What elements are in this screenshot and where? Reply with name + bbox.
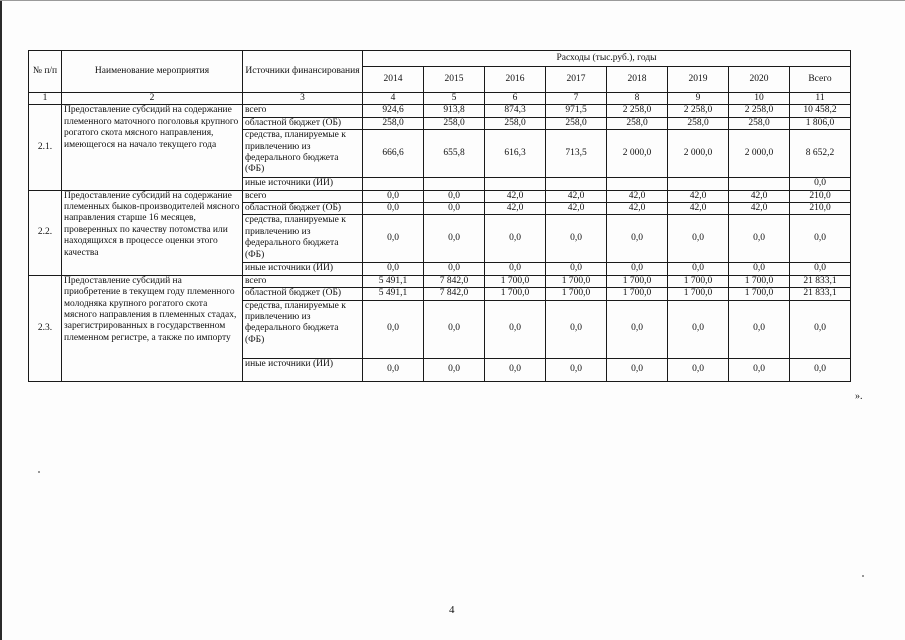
total-cell: 8 652,2 xyxy=(790,130,851,178)
value-cell: 0,0 xyxy=(424,215,485,263)
value-cell: 7 842,0 xyxy=(424,288,485,300)
value-cell: 0,0 xyxy=(424,300,485,358)
value-cell: 1 700,0 xyxy=(607,288,668,300)
header-total: Всего xyxy=(790,67,851,93)
column-index: 10 xyxy=(729,93,790,105)
value-cell: 42,0 xyxy=(729,203,790,215)
source-cell: иные источники (ИИ) xyxy=(243,263,363,275)
value-cell: 0,0 xyxy=(363,263,424,275)
value-cell: 0,0 xyxy=(668,300,729,358)
total-cell: 0,0 xyxy=(790,263,851,275)
value-cell: 5 491,1 xyxy=(363,275,424,287)
value-cell: 0,0 xyxy=(424,263,485,275)
column-index: 6 xyxy=(485,93,546,105)
value-cell: 2 258,0 xyxy=(729,105,790,117)
budget-table xyxy=(28,50,851,382)
total-cell: 210,0 xyxy=(790,203,851,215)
value-cell: 42,0 xyxy=(546,203,607,215)
value-cell: 0,0 xyxy=(363,190,424,202)
value-cell: 655,8 xyxy=(424,130,485,178)
column-index: 4 xyxy=(363,93,424,105)
header-year: 2019 xyxy=(668,67,729,93)
value-cell: 1 700,0 xyxy=(485,288,546,300)
value-cell: 258,0 xyxy=(729,117,790,129)
value-cell: 0,0 xyxy=(424,203,485,215)
total-cell: 0,0 xyxy=(790,300,851,358)
column-index: 7 xyxy=(546,93,607,105)
value-cell xyxy=(363,178,424,190)
source-cell: средства, планируемые к привлечению из федерального бюджета (ФБ) xyxy=(243,130,363,178)
value-cell: 42,0 xyxy=(729,190,790,202)
value-cell: 0,0 xyxy=(424,190,485,202)
header-source: Источники финансирования xyxy=(243,51,363,93)
value-cell: 0,0 xyxy=(485,358,546,381)
value-cell xyxy=(668,178,729,190)
value-cell: 1 700,0 xyxy=(668,275,729,287)
table-row xyxy=(29,275,851,287)
header-name: Наименование мероприятия xyxy=(62,51,243,93)
value-cell: 42,0 xyxy=(485,190,546,202)
column-index: 3 xyxy=(243,93,363,105)
scan-edge-left xyxy=(0,0,2,640)
value-cell: 258,0 xyxy=(485,117,546,129)
source-cell: областной бюджет (ОБ) xyxy=(243,288,363,300)
scan-edge-top xyxy=(0,0,905,1)
value-cell: 2 258,0 xyxy=(668,105,729,117)
value-cell: 2 000,0 xyxy=(607,130,668,178)
total-cell: 1 806,0 xyxy=(790,117,851,129)
measure-name: Предоставление субсидий на приобретение в текущем году племенного молодняка крупного рогатого скота мясного направления в племенных стадах, зарегистрированных в государственном племенном регистре, а также по импорту xyxy=(62,275,243,381)
value-cell: 0,0 xyxy=(485,215,546,263)
value-cell: 0,0 xyxy=(729,300,790,358)
column-index: 8 xyxy=(607,93,668,105)
value-cell: 1 700,0 xyxy=(485,275,546,287)
value-cell: 42,0 xyxy=(607,203,668,215)
value-cell: 0,0 xyxy=(607,358,668,381)
scan-speck xyxy=(38,471,40,473)
value-cell: 0,0 xyxy=(607,215,668,263)
value-cell: 874,3 xyxy=(485,105,546,117)
value-cell xyxy=(607,178,668,190)
value-cell: 0,0 xyxy=(668,215,729,263)
value-cell: 42,0 xyxy=(668,203,729,215)
header-year: 2020 xyxy=(729,67,790,93)
value-cell: 1 700,0 xyxy=(546,288,607,300)
source-cell: средства, планируемые к привлечению из федерального бюджета (ФБ) xyxy=(243,215,363,263)
total-cell: 0,0 xyxy=(790,178,851,190)
header-expenses: Расходы (тыс.руб.), годы xyxy=(363,51,851,67)
total-cell: 0,0 xyxy=(790,358,851,381)
value-cell: 1 700,0 xyxy=(607,275,668,287)
value-cell: 0,0 xyxy=(729,263,790,275)
measure-number: 2.1. xyxy=(29,105,62,190)
measure-name: Предоставление субсидий на содержание племенного маточного поголовья крупного рогатого скота мясного направления, имеющегося на начало текущего года xyxy=(62,105,243,190)
scan-speck xyxy=(862,575,864,577)
value-cell xyxy=(729,178,790,190)
value-cell: 1 700,0 xyxy=(668,288,729,300)
source-cell: средства, планируемые к привлечению из федерального бюджета (ФБ) xyxy=(243,300,363,358)
value-cell xyxy=(424,178,485,190)
source-cell: всего xyxy=(243,105,363,117)
value-cell: 7 842,0 xyxy=(424,275,485,287)
value-cell: 0,0 xyxy=(363,203,424,215)
header-year: 2014 xyxy=(363,67,424,93)
value-cell: 0,0 xyxy=(363,215,424,263)
value-cell: 0,0 xyxy=(485,263,546,275)
value-cell: 0,0 xyxy=(546,358,607,381)
page-number: 4 xyxy=(449,604,455,616)
value-cell: 258,0 xyxy=(424,117,485,129)
column-index: 5 xyxy=(424,93,485,105)
source-cell: всего xyxy=(243,190,363,202)
value-cell: 0,0 xyxy=(424,358,485,381)
value-cell: 0,0 xyxy=(546,263,607,275)
value-cell: 0,0 xyxy=(668,358,729,381)
column-index: 2 xyxy=(62,93,243,105)
value-cell: 0,0 xyxy=(607,300,668,358)
value-cell: 258,0 xyxy=(363,117,424,129)
value-cell: 913,8 xyxy=(424,105,485,117)
value-cell: 0,0 xyxy=(546,215,607,263)
value-cell xyxy=(546,178,607,190)
source-cell: областной бюджет (ОБ) xyxy=(243,203,363,215)
value-cell: 258,0 xyxy=(607,117,668,129)
header-year: 2015 xyxy=(424,67,485,93)
column-index: 1 xyxy=(29,93,62,105)
value-cell: 0,0 xyxy=(729,215,790,263)
column-index: 11 xyxy=(790,93,851,105)
value-cell: 0,0 xyxy=(729,358,790,381)
measure-number: 2.3. xyxy=(29,275,62,381)
source-cell: иные источники (ИИ) xyxy=(243,178,363,190)
total-cell: 21 833,1 xyxy=(790,275,851,287)
value-cell: 42,0 xyxy=(607,190,668,202)
value-cell: 666,6 xyxy=(363,130,424,178)
value-cell: 2 000,0 xyxy=(729,130,790,178)
value-cell: 5 491,1 xyxy=(363,288,424,300)
value-cell: 1 700,0 xyxy=(729,275,790,287)
closing-quote-mark: ». xyxy=(855,391,863,402)
total-cell: 0,0 xyxy=(790,215,851,263)
source-cell: всего xyxy=(243,275,363,287)
value-cell: 713,5 xyxy=(546,130,607,178)
total-cell: 10 458,2 xyxy=(790,105,851,117)
value-cell: 0,0 xyxy=(485,300,546,358)
value-cell: 42,0 xyxy=(668,190,729,202)
value-cell: 1 700,0 xyxy=(729,288,790,300)
value-cell: 0,0 xyxy=(546,300,607,358)
column-index: 9 xyxy=(668,93,729,105)
measure-name: Предоставление субсидий на содержание племенных быков-производителей мясного направления старше 16 месяцев, проверенных по качеству потомства или находящихся в процессе оценки этого качества xyxy=(62,190,243,275)
value-cell: 0,0 xyxy=(607,263,668,275)
table-row xyxy=(29,105,851,117)
value-cell: 616,3 xyxy=(485,130,546,178)
header-year: 2016 xyxy=(485,67,546,93)
header-year: 2017 xyxy=(546,67,607,93)
value-cell: 0,0 xyxy=(363,300,424,358)
value-cell: 0,0 xyxy=(668,263,729,275)
value-cell: 258,0 xyxy=(668,117,729,129)
total-cell: 210,0 xyxy=(790,190,851,202)
table-row xyxy=(29,190,851,202)
value-cell: 924,6 xyxy=(363,105,424,117)
value-cell: 42,0 xyxy=(546,190,607,202)
value-cell: 258,0 xyxy=(546,117,607,129)
value-cell: 2 000,0 xyxy=(668,130,729,178)
source-cell: иные источники (ИИ) xyxy=(243,358,363,381)
value-cell xyxy=(485,178,546,190)
header-year: 2018 xyxy=(607,67,668,93)
measure-number: 2.2. xyxy=(29,190,62,275)
value-cell: 42,0 xyxy=(485,203,546,215)
value-cell: 2 258,0 xyxy=(607,105,668,117)
header-num: № п/п xyxy=(29,51,62,93)
value-cell: 0,0 xyxy=(363,358,424,381)
total-cell: 21 833,1 xyxy=(790,288,851,300)
value-cell: 1 700,0 xyxy=(546,275,607,287)
source-cell: областной бюджет (ОБ) xyxy=(243,117,363,129)
value-cell: 971,5 xyxy=(546,105,607,117)
